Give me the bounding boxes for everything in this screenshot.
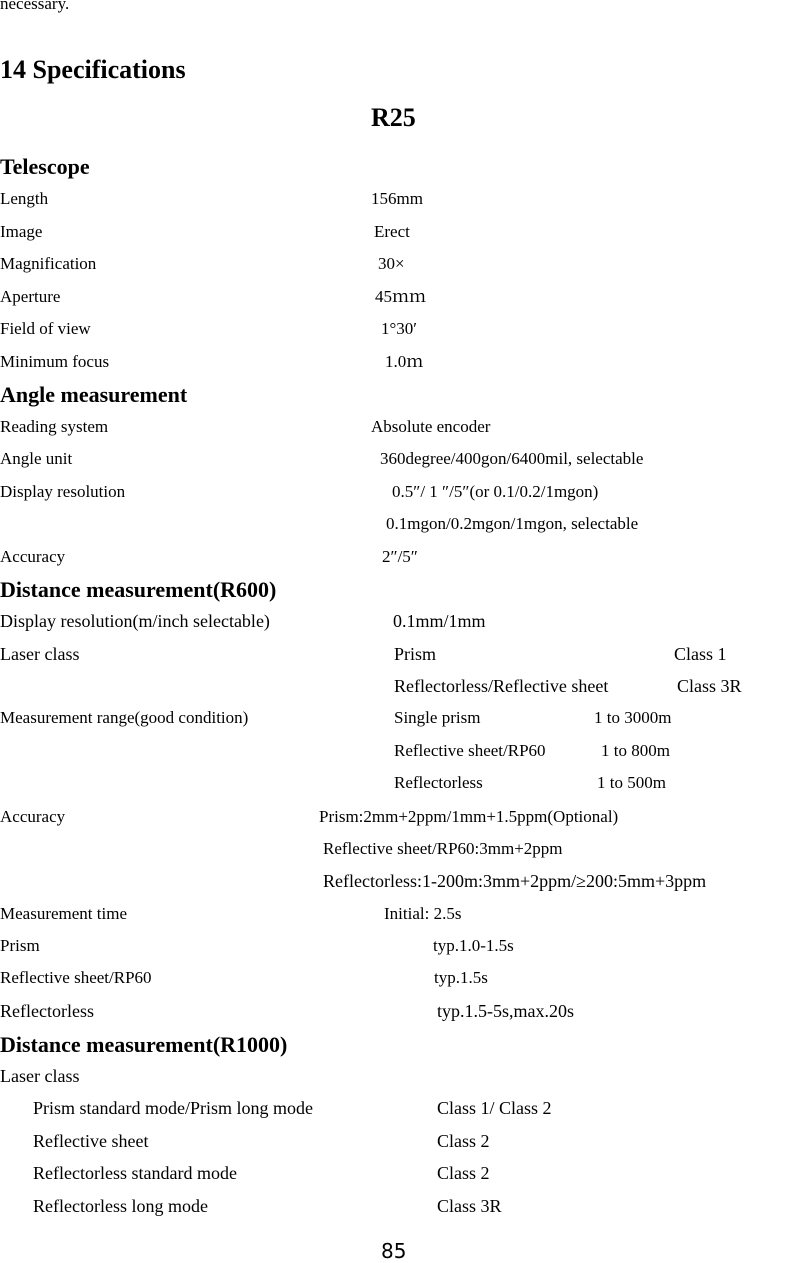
spec-label: Display resolution (0, 482, 126, 501)
range-target: Reflectorless (394, 773, 483, 792)
dist600-heading: Distance measurement(R600) (0, 577, 277, 602)
model-title: R25 (371, 103, 416, 132)
laser-mode: Reflectorless standard mode (33, 1163, 237, 1183)
laser-class: Class 2 (437, 1163, 490, 1183)
spec-value: typ.1.5s (434, 968, 488, 987)
page-number: 85 (381, 1239, 407, 1263)
spec-value: 30× (378, 254, 405, 273)
spec-value: 1.0ｍ (385, 352, 424, 371)
laser-mode: Reflective sheet (33, 1131, 149, 1151)
laser-mode: Reflectorless long mode (33, 1196, 208, 1216)
spec-label: Measurement range(good condition) (0, 708, 249, 727)
spec-value: 0.1mgon/0.2mgon/1mgon, selectable (386, 514, 639, 533)
spec-label: Image (0, 222, 43, 241)
spec-label: Aperture (0, 287, 61, 306)
spec-label: Prism (0, 936, 40, 955)
top-fragment: necessary. (0, 0, 70, 13)
laser-mode: Prism standard mode/Prism long mode (33, 1098, 313, 1118)
spec-value: Absolute encoder (371, 417, 491, 436)
telescope-heading: Telescope (0, 154, 90, 179)
range-value: 1 to 500m (597, 773, 666, 792)
spec-value: Prism:2mm+2ppm/1mm+1.5ppm(Optional) (319, 807, 619, 826)
spec-label: Reflective sheet/RP60 (0, 968, 152, 987)
spec-value: 45ｍｍ (375, 287, 426, 306)
spec-value: Reflectorless/Reflective sheet (394, 676, 609, 696)
range-target: Reflective sheet/RP60 (394, 741, 546, 760)
spec-value: 0.1mm/1mm (393, 611, 486, 631)
section-title: 14 Specifications (0, 55, 186, 84)
spec-label: Accuracy (0, 807, 66, 826)
spec-value: Reflectorless:1-200m:3mm+2ppm/≥200:5mm+3ppm (323, 871, 707, 891)
laser-class: Class 3R (437, 1196, 502, 1216)
spec-value: typ.1.5-5s,max.20s (437, 1001, 574, 1021)
range-value: 1 to 800m (601, 741, 670, 760)
spec-value: 2″/5″ (382, 547, 418, 566)
spec-label: Laser class (0, 644, 80, 664)
spec-value: Initial: 2.5s (384, 904, 462, 923)
angle-heading: Angle measurement (0, 382, 188, 407)
spec-label: Length (0, 189, 49, 208)
spec-label: Minimum focus (0, 352, 110, 371)
spec-value: 360degree/400gon/6400mil, selectable (380, 449, 644, 468)
spec-value: typ.1.0-1.5s (433, 936, 514, 955)
spec-label: Reading system (0, 417, 109, 436)
laser-class: Class 2 (437, 1131, 490, 1151)
range-value: 1 to 3000m (594, 708, 672, 727)
range-target: Single prism (394, 708, 481, 727)
spec-label: Measurement time (0, 904, 127, 923)
spec-value: 0.5″/ 1 ″/5″(or 0.1/0.2/1mgon) (392, 482, 599, 501)
spec-value: Prism (394, 644, 437, 664)
spec-value: Reflective sheet/RP60:3mm+2ppm (323, 839, 563, 858)
dist1000-heading: Distance measurement(R1000) (0, 1032, 288, 1057)
spec-value: 156mm (371, 189, 423, 208)
spec-label: Display resolution(m/inch selectable) (0, 611, 270, 631)
spec-label: Laser class (0, 1066, 80, 1086)
spec-label: Angle unit (0, 449, 73, 468)
laser-class: Class 1/ Class 2 (437, 1098, 552, 1118)
spec-value: Class 3R (677, 676, 742, 696)
spec-value: 1°30′ (381, 319, 418, 338)
spec-label: Reflectorless (0, 1001, 94, 1021)
spec-value: Class 1 (674, 644, 727, 664)
spec-label: Magnification (0, 254, 97, 273)
spec-label: Field of view (0, 319, 91, 338)
spec-label: Accuracy (0, 547, 66, 566)
spec-value: Erect (374, 222, 410, 241)
